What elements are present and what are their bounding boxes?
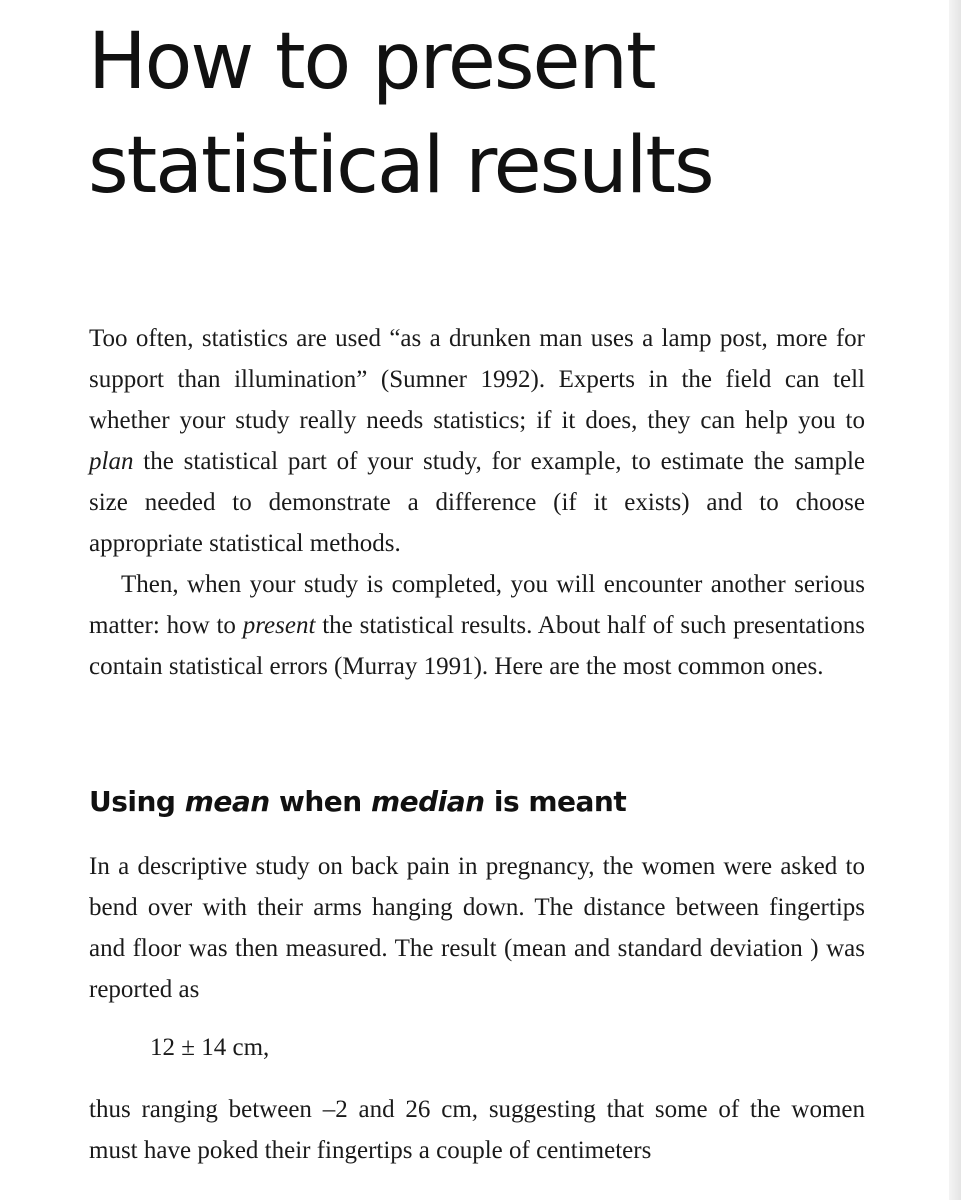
page-edge	[949, 0, 961, 1200]
heading-run: is meant	[484, 785, 627, 818]
text-run: Too often, statistics are used “as a drunken man uses a lamp post, more for support than illumination” (Sumner 1992). Experts in the field can tell whether your study really needs statistics; if it does, they can help you to	[89, 325, 865, 434]
intro-paragraph-1	[89, 318, 865, 564]
emphasis-present: present	[242, 612, 316, 639]
intro-paragraph-2	[89, 564, 865, 687]
heading-run: when	[269, 785, 371, 818]
text-run: the statistical results. About half of such presentations contain statistical errors (Murray 1991). Here are the most common ones.	[89, 612, 865, 680]
result-formula: 12 ± 14 cm,	[150, 1034, 270, 1061]
text-run: the statistical part of your study, for example, to estimate the sample size needed to demonstrate a difference (if it exists) and to choose appropriate statistical methods.	[89, 448, 865, 557]
page-title	[88, 10, 713, 218]
section-body	[89, 846, 865, 1010]
emphasis-plan: plan	[89, 448, 134, 475]
section-continued	[89, 1089, 865, 1171]
heading-emphasis-mean: mean	[184, 785, 270, 818]
heading-emphasis-median: median	[370, 785, 485, 818]
title-line-1: How to present	[88, 17, 655, 107]
intro-section	[89, 318, 865, 687]
section-paragraph-1: In a descriptive study on back pain in pregnancy, the women were asked to bend over with their arms hanging down. The distance between fingertips and floor was then measured. The result (mean and standard deviation ) was reported as	[89, 853, 865, 1003]
heading-run: Using	[89, 785, 185, 818]
section-heading	[89, 779, 626, 825]
section-paragraph-2: thus ranging between –2 and 26 cm, suggesting that some of the women must have poked their fingertips a couple of centimeters	[89, 1096, 865, 1164]
text-run: Then, when your study is completed, you will encounter another serious matter: how to	[89, 571, 865, 639]
title-line-2: statistical results	[88, 121, 713, 211]
